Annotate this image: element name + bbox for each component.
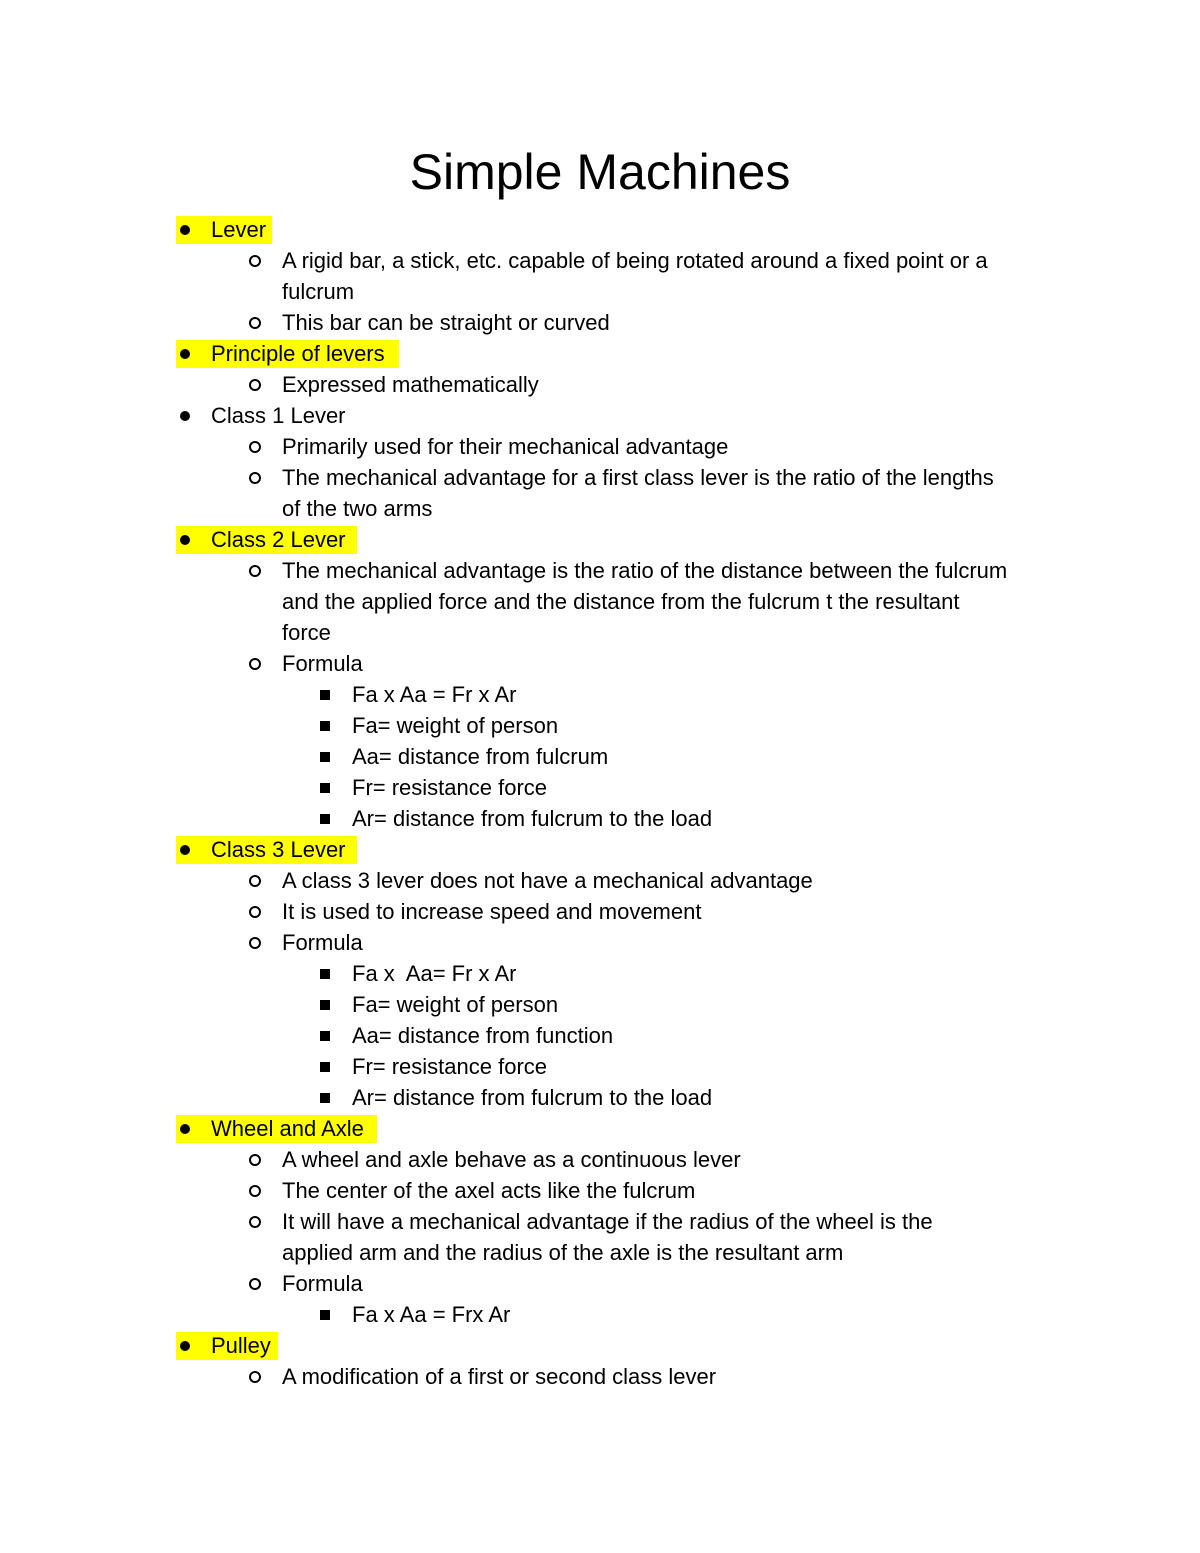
bullet-ring-icon: [246, 1144, 264, 1175]
formula-item: [0, 989, 1200, 1020]
list-item-text: The mechanical advantage is the ratio of the distance between the fulcrum: [282, 558, 1008, 583]
list-item: [0, 307, 1200, 338]
list-item: [0, 648, 1200, 679]
list-item: [0, 431, 1200, 462]
formula-item: [0, 679, 1200, 710]
list-item: [0, 927, 1200, 958]
list-item-continuation: [0, 1237, 1200, 1268]
list-item: [0, 865, 1200, 896]
bullet-dot-icon: [176, 834, 194, 865]
list-item: [0, 1361, 1200, 1392]
bullet-dot-icon: [176, 524, 194, 555]
list-item-text: A modification of a first or second class lever: [282, 1364, 717, 1389]
list-item-continuation: [0, 493, 1200, 524]
list-item: [0, 369, 1200, 400]
list-item-text: A class 3 lever does not have a mechanical advantage: [282, 868, 813, 893]
formula-item-text: Fa= weight of person: [352, 992, 559, 1017]
list-item: [0, 1206, 1200, 1237]
list-item-text: A rigid bar, a stick, etc. capable of being rotated around a fixed point or a: [282, 248, 988, 273]
section-heading-class-3-lever: [0, 834, 1200, 865]
formula-item-text: Fa x Aa = Fr x Ar: [352, 682, 517, 707]
list-item-text: Formula: [282, 651, 363, 676]
bullet-dot-icon: [176, 1330, 194, 1361]
list-item-text: Formula: [282, 1271, 363, 1296]
list-item-text: It will have a mechanical advantage if the radius of the wheel is the: [282, 1209, 933, 1234]
bullet-dot-icon: [176, 214, 194, 245]
section-heading-pulley: [0, 1330, 1200, 1361]
list-item-text: A wheel and axle behave as a continuous lever: [282, 1147, 741, 1172]
formula-item-text: Fr= resistance force: [352, 775, 548, 800]
bullet-ring-icon: [246, 431, 264, 462]
list-item-continuation: [0, 276, 1200, 307]
bullet-dot-icon: [176, 1113, 194, 1144]
bullet-square-icon: [316, 772, 334, 803]
section-heading-label: Wheel and Axle: [211, 1116, 364, 1141]
bullet-ring-icon: [246, 369, 264, 400]
list-item-continuation: [0, 586, 1200, 617]
bullet-ring-icon: [246, 307, 264, 338]
list-item: [0, 1175, 1200, 1206]
section-heading-label: Class 2 Lever: [211, 527, 346, 552]
bullet-square-icon: [316, 1082, 334, 1113]
section-heading-label: Principle of levers: [211, 341, 385, 366]
section-heading-wheel-and-axle: [0, 1113, 1200, 1144]
list-item: [0, 462, 1200, 493]
formula-item-text: Fa x Aa = Frx Ar: [352, 1302, 511, 1327]
bullet-ring-icon: [246, 896, 264, 927]
bullet-square-icon: [316, 1020, 334, 1051]
formula-item-text: Ar= distance from fulcrum to the load: [352, 806, 713, 831]
section-heading-lever: [0, 214, 1200, 245]
list-item: [0, 896, 1200, 927]
list-item-text: of the two arms: [282, 496, 433, 521]
section-heading-label: Lever: [211, 217, 267, 242]
bullet-ring-icon: [246, 865, 264, 896]
formula-item: [0, 958, 1200, 989]
notes-outline: [0, 214, 1200, 1392]
list-item-text: force: [282, 620, 331, 645]
bullet-ring-icon: [246, 927, 264, 958]
page-title: Simple Machines: [409, 144, 791, 200]
section-heading-label: Pulley: [211, 1333, 271, 1358]
bullet-ring-icon: [246, 1361, 264, 1392]
list-item: [0, 555, 1200, 586]
list-item-text: Primarily used for their mechanical advantage: [282, 434, 729, 459]
bullet-square-icon: [316, 803, 334, 834]
formula-item: [0, 741, 1200, 772]
section-heading-class-1-lever: [0, 400, 1200, 431]
list-item-text: fulcrum: [282, 279, 355, 304]
formula-item-text: Aa= distance from fulcrum: [352, 744, 609, 769]
bullet-square-icon: [316, 1051, 334, 1082]
bullet-square-icon: [316, 710, 334, 741]
list-item-text: Expressed mathematically: [282, 372, 539, 397]
formula-item: [0, 772, 1200, 803]
section-heading-label: Class 3 Lever: [211, 837, 346, 862]
bullet-ring-icon: [246, 245, 264, 276]
list-item: [0, 245, 1200, 276]
formula-item-text: Fa= weight of person: [352, 713, 559, 738]
list-item-text: This bar can be straight or curved: [282, 310, 610, 335]
formula-item-text: Aa= distance from function: [352, 1023, 614, 1048]
bullet-square-icon: [316, 958, 334, 989]
bullet-ring-icon: [246, 1206, 264, 1237]
bullet-ring-icon: [246, 462, 264, 493]
list-item-text: applied arm and the radius of the axle is the resultant arm: [282, 1240, 844, 1265]
formula-item-text: Ar= distance from fulcrum to the load: [352, 1085, 713, 1110]
list-item-continuation: [0, 617, 1200, 648]
list-item-text: Formula: [282, 930, 363, 955]
bullet-square-icon: [316, 1299, 334, 1330]
formula-item: [0, 1020, 1200, 1051]
list-item-text: The mechanical advantage for a first class lever is the ratio of the lengths: [282, 465, 994, 490]
formula-item: [0, 1051, 1200, 1082]
section-heading-principle-of-levers: [0, 338, 1200, 369]
bullet-dot-icon: [176, 338, 194, 369]
bullet-ring-icon: [246, 1175, 264, 1206]
bullet-square-icon: [316, 741, 334, 772]
list-item-text: The center of the axel acts like the fulcrum: [282, 1178, 696, 1203]
formula-item: [0, 1082, 1200, 1113]
section-heading-class-2-lever: [0, 524, 1200, 555]
bullet-square-icon: [316, 989, 334, 1020]
bullet-ring-icon: [246, 555, 264, 586]
list-item: [0, 1144, 1200, 1175]
list-item-text: and the applied force and the distance from the fulcrum t the resultant: [282, 589, 960, 614]
formula-item: [0, 803, 1200, 834]
list-item: [0, 1268, 1200, 1299]
formula-item: [0, 710, 1200, 741]
bullet-ring-icon: [246, 648, 264, 679]
bullet-square-icon: [316, 679, 334, 710]
list-item-text: It is used to increase speed and movement: [282, 899, 702, 924]
formula-item-text: Fa x Aa= Fr x Ar: [352, 961, 517, 986]
formula-item-text: Fr= resistance force: [352, 1054, 548, 1079]
bullet-ring-icon: [246, 1268, 264, 1299]
bullet-dot-icon: [176, 400, 194, 431]
section-heading-label: Class 1 Lever: [211, 403, 346, 428]
formula-item: [0, 1299, 1200, 1330]
